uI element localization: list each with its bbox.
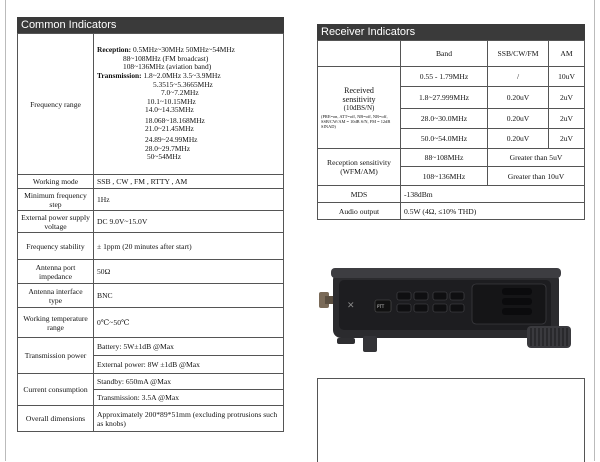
antenna-impedance-label: Antenna port impedance — [18, 260, 94, 284]
current-consumption-label: Current consumption — [18, 374, 94, 406]
current-transmission: Transmission: 3.5A @Max — [94, 390, 284, 406]
frequency-stability-label: Frequency stability — [18, 233, 94, 260]
received-sensitivity-label — [318, 67, 401, 149]
reception-line: 108~136MHz (aviation band) — [123, 62, 212, 72]
page-edge-left — [5, 0, 6, 461]
speaker-slots — [502, 288, 532, 315]
sensitivity-ssb-value: 0.20uV — [488, 87, 549, 109]
frequency-step-label: Minimum frequency step — [18, 189, 94, 211]
transmission-line: 14.0~14.35MHz — [145, 105, 194, 115]
power-supply-label: External power supply voltage — [18, 211, 94, 233]
sensitivity-label-line: sensitivity — [342, 95, 376, 104]
sensitivity-label-line: (10dBS/N) — [343, 104, 375, 112]
common-indicators-table — [17, 33, 284, 432]
sensitivity-band: 28.0~30.0MHz — [401, 109, 488, 129]
sensitivity-label-line: Received — [344, 86, 374, 95]
sensitivity-band: 0.55 - 1.79MHz — [401, 67, 488, 87]
mds-value: -138dBm — [401, 186, 585, 203]
current-standby: Standby: 650mA @Max — [94, 374, 284, 390]
frequency-range-value — [94, 34, 284, 175]
antenna-interface-value: BNC — [94, 284, 284, 308]
dimensions-label: Overall dimensions — [18, 406, 94, 432]
working-temperature-value: 0℃~50℃ — [94, 308, 284, 338]
sensitivity-note: (PRE=on, ATT=off, NB=off, NR=off, SSB/CW/AM = 10dB S/N, FM = 12dB SINAD) — [321, 114, 391, 129]
sensitivity-band: 50.0~54.0MHz — [401, 129, 488, 149]
wfm-sensitivity-label: Reception sensitivity (WFM/AM) — [318, 149, 401, 186]
side-jack — [337, 338, 355, 344]
transmission-line: 28.0~29.7MHz — [145, 143, 191, 153]
reception-label: Reception: — [97, 45, 132, 55]
transmission-power-external: External power: 8W ±1dB @Max — [94, 356, 284, 374]
wfm-band: 88~108MHz — [401, 149, 488, 167]
working-temperature-label: Working temperature range — [18, 308, 94, 338]
sensitivity-am-value: 10uV — [549, 67, 585, 87]
common-indicators-panel — [17, 17, 284, 432]
page-edge-right — [594, 0, 595, 461]
sensitivity-ssb-value: / — [488, 67, 549, 87]
wfm-value: Greater than 10uV — [488, 167, 585, 186]
working-mode-value: SSB , CW , FM , RTTY , AM — [94, 175, 284, 189]
radio-logo: ✕ — [347, 301, 355, 311]
transmission-line: 7.0~7.2MHz — [161, 88, 199, 98]
sensitivity-am-value: 2uV — [549, 109, 585, 129]
dimensions-value: Approximately 200*89*51mm (excluding protrusions such as knobs) — [94, 406, 284, 432]
transmission-line: 24.89~24.99MHz — [145, 135, 198, 145]
transmission-line: 18.068~18.168MHz — [145, 115, 205, 125]
wfm-band: 108~136MHz — [401, 167, 488, 186]
transmission-label: Transmission: — [97, 70, 142, 80]
audio-output-value: 0.5W (4Ω, ≤10% THD) — [401, 203, 585, 220]
tuning-knob — [527, 326, 571, 348]
receiver-indicators-panel — [317, 24, 585, 220]
frequency-step-value: 1Hz — [94, 189, 284, 211]
reception-line: 0.5MHz~30MHz 50MHz~54MHz — [132, 45, 235, 55]
power-supply-value: DC 9.0V~15.0V — [94, 211, 284, 233]
common-indicators-title: Common Indicators — [17, 17, 284, 33]
frequency-range-label: Frequency range — [18, 34, 94, 175]
antenna-impedance-value: 50Ω — [94, 260, 284, 284]
volume-knob — [363, 336, 377, 352]
radio-top-edge — [331, 268, 561, 278]
antenna-interface-label: Antenna interface type — [18, 284, 94, 308]
transmission-line: 10.1~10.15MHz — [147, 96, 196, 106]
transmission-line: 50~54MHz — [147, 152, 181, 162]
sensitivity-ssb-value: 0.20uV — [488, 129, 549, 149]
transmission-line: 21.0~21.45MHz — [145, 124, 194, 134]
audio-output-label: Audio output — [318, 203, 401, 220]
transmission-power-label: Transmission power — [18, 338, 94, 374]
sensitivity-am-value: 2uV — [549, 129, 585, 149]
am-header: AM — [549, 41, 585, 67]
empty-box — [317, 378, 585, 462]
receiver-indicators-title: Receiver Indicators — [317, 24, 585, 40]
device-photo — [317, 262, 585, 360]
sensitivity-am-value: 2uV — [549, 87, 585, 109]
working-mode-label: Working mode — [18, 175, 94, 189]
receiver-indicators-table — [317, 40, 585, 220]
band-header: Band — [401, 41, 488, 67]
frequency-stability-value: ± 1ppm (20 minutes after start) — [94, 233, 284, 260]
reception-line: 88~108MHz (FM broadcast) — [123, 53, 209, 63]
transmission-power-battery: Battery: 5W±1dB @Max — [94, 338, 284, 356]
transmission-line: 5.3515~5.3665MHz — [153, 79, 213, 89]
mds-label: MDS — [318, 186, 401, 203]
transmission-line: 1.8~2.0MHz 3.5~3.9MHz — [143, 70, 221, 80]
wfm-value: Greater than 5uV — [488, 149, 585, 167]
ptt-button-label: PTT — [377, 304, 385, 309]
ssb-cw-fm-header: SSB/CW/FM — [488, 41, 549, 67]
radio-illustration — [317, 262, 585, 360]
sensitivity-band: 1.8~27.999MHz — [401, 87, 488, 109]
sensitivity-ssb-value: 0.20uV — [488, 109, 549, 129]
